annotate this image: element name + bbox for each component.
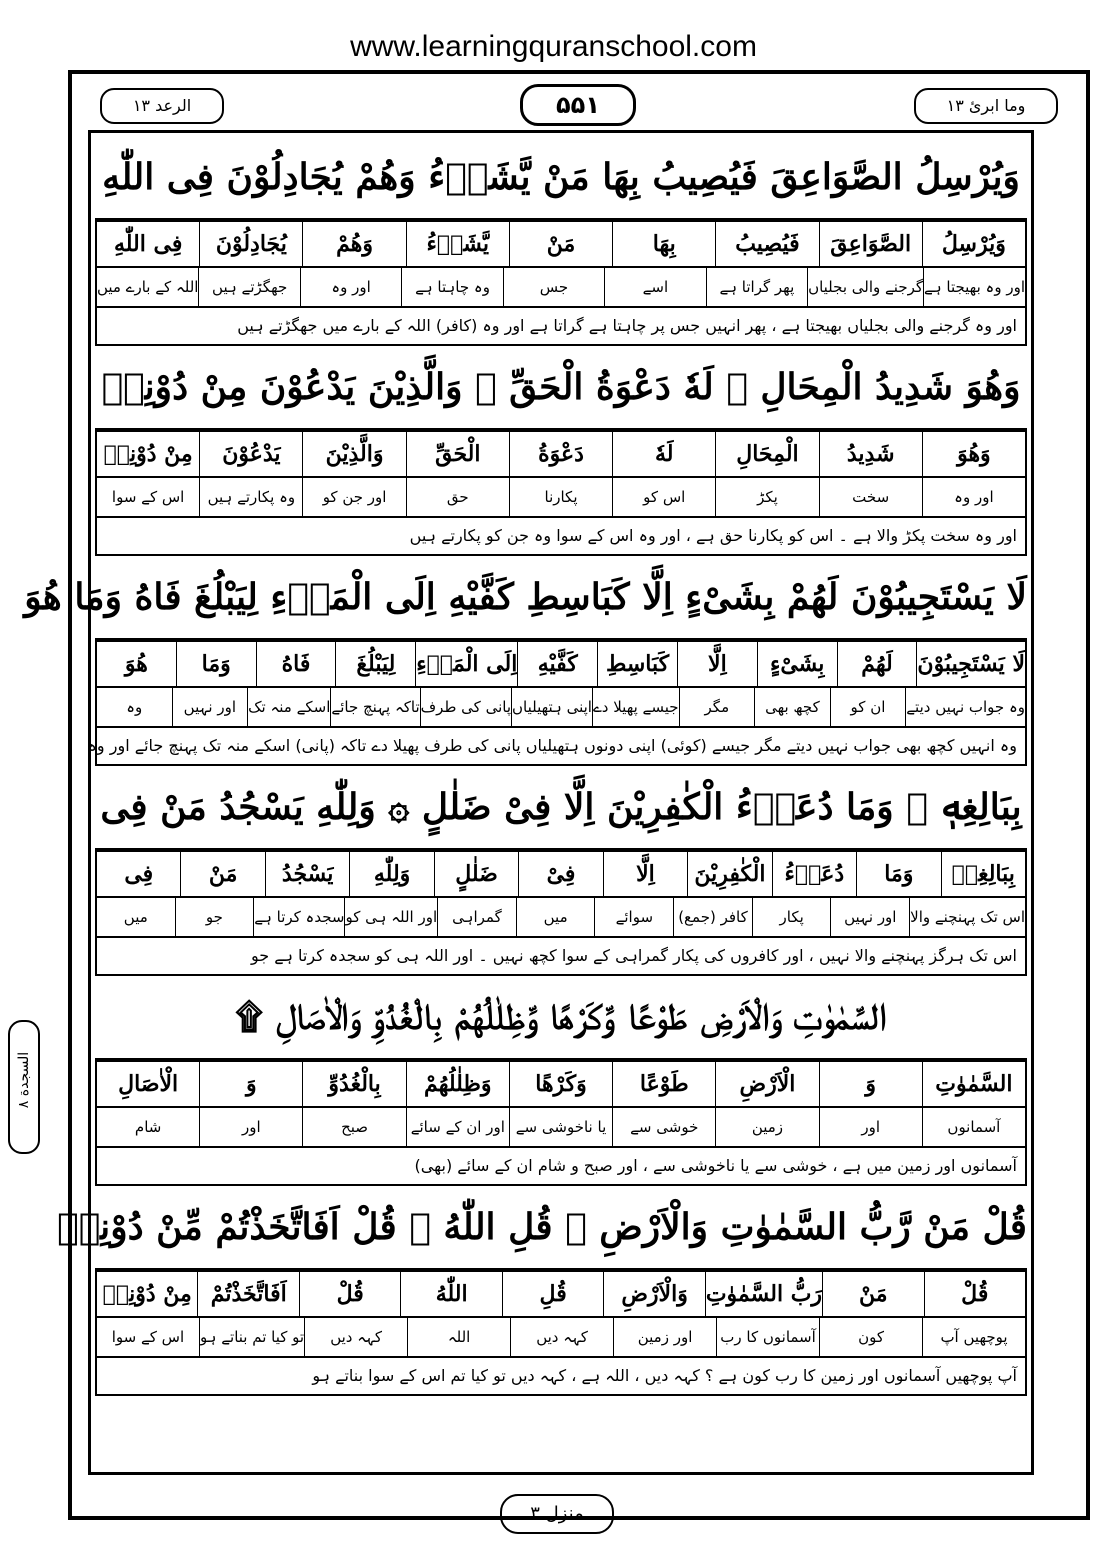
arabic-word-cell: وَ bbox=[199, 1062, 302, 1106]
arabic-word-cell: لِيَبْلُغَ bbox=[335, 642, 415, 686]
meaning-row bbox=[95, 896, 1027, 938]
urdu-meaning-cell: کافر (جمع) bbox=[673, 898, 752, 936]
arabic-word-cell: اِلَى الْمَاۤءِ bbox=[415, 642, 517, 686]
urdu-meaning-cell: جس bbox=[503, 268, 604, 306]
urdu-meaning-cell: تو کیا تم بناتے ہو bbox=[199, 1318, 304, 1356]
urdu-meaning-cell: گمراہی bbox=[437, 898, 516, 936]
word-meaning-grid bbox=[95, 1058, 1027, 1148]
arabic-word-cell: بِالْغُدُوِّ bbox=[302, 1062, 405, 1106]
arabic-word-cell: مَنْ bbox=[509, 222, 612, 266]
arabic-word-cell: بِبَالِغِهٖ bbox=[941, 852, 1025, 896]
urdu-meaning-cell: اس کے سوا bbox=[111, 488, 185, 506]
arabic-word-cell: الْاَرْضِ bbox=[715, 1062, 818, 1106]
word-meaning-grid bbox=[95, 428, 1027, 518]
arabic-word-cell: الْحَقِّ bbox=[406, 432, 509, 476]
urdu-meaning-cell: سخت bbox=[819, 478, 922, 516]
urdu-meaning-cell: اللہ bbox=[407, 1318, 510, 1356]
meaning-row bbox=[95, 476, 1027, 518]
translation-line: وہ انہیں کچھ بھی جواب نہیں دیتے مگر جیسے (کوئی) اپنی دونوں ہتھیلیاں پانی کی طرف پھیلا دے تاکہ (پانی) اسکے منہ تک پہنچ جائے اور وہ bbox=[95, 728, 1027, 766]
arabic-word-cell: ضَلٰلٍ bbox=[434, 852, 518, 896]
arabic-word-cell: الصَّوَاعِقَ bbox=[819, 222, 922, 266]
urdu-meaning-cell: جھگڑتے ہیں bbox=[198, 268, 299, 306]
urdu-meaning-cell: اور وہ bbox=[922, 478, 1025, 516]
word-row bbox=[95, 430, 1027, 476]
urdu-meaning-cell: کچھ بھی bbox=[754, 688, 830, 726]
urdu-meaning-cell: ان کو bbox=[830, 688, 906, 726]
arabic-word-cell: شَدِيدُ bbox=[819, 432, 922, 476]
urdu-meaning-cell: وہ پکارتے ہیں bbox=[199, 478, 302, 516]
urdu-meaning-cell: کون bbox=[819, 1318, 922, 1356]
word-row bbox=[95, 640, 1027, 686]
sajdah-side-label: السجدة ٨ bbox=[8, 1020, 40, 1154]
arabic-word-cell: وَالْاَرْضِ bbox=[603, 1272, 704, 1316]
arabic-word-cell: وَمَا bbox=[856, 852, 940, 896]
arabic-word-cell: الْمِحَالِ bbox=[715, 432, 818, 476]
arabic-word-cell: وَهُوَ bbox=[922, 432, 1025, 476]
arabic-word-cell: وَلِلّٰهِ bbox=[349, 852, 433, 896]
translation-line: اور وہ سخت پکڑ والا ہے ۔ اس کو پکارنا حق ہے ، اور وہ اس کے سوا وہ جن کو پکارتے ہیں bbox=[95, 518, 1027, 556]
word-row bbox=[95, 220, 1027, 266]
urdu-meaning-cell: آسمانوں bbox=[922, 1108, 1025, 1146]
arabic-word-cell: كَفَّيْهِ bbox=[517, 642, 597, 686]
arabic-word-cell: اللّٰهُ bbox=[400, 1272, 501, 1316]
urdu-meaning-cell: اس کو bbox=[612, 478, 715, 516]
arabic-word-cell: يَدْعُوْنَ bbox=[199, 432, 302, 476]
page-header bbox=[80, 80, 1078, 124]
arabic-word-cell: دَعْوَةُ bbox=[509, 432, 612, 476]
arabic-word-cell: وَيُرْسِلُ bbox=[922, 222, 1025, 266]
urdu-meaning-cell: میں bbox=[123, 908, 148, 926]
urdu-meaning-cell: پوچھیں آپ bbox=[922, 1318, 1025, 1356]
arabic-word-cell: لَا يَسْتَجِيبُوْنَ bbox=[916, 642, 1025, 686]
arabic-word-cell: طَوْعًا bbox=[612, 1062, 715, 1106]
juz-label: وما ابرئ ١٣ bbox=[914, 88, 1058, 124]
arabic-word-cell: يَّشَاۤءُ bbox=[406, 222, 509, 266]
urdu-meaning-cell: اور وہ بھیجتا ہے bbox=[923, 268, 1025, 306]
arabic-word-cell: مِنْ دُوْنِهٖ bbox=[103, 441, 193, 467]
arabic-word-cell: مَنْ bbox=[822, 1272, 923, 1316]
urdu-meaning-cell: تاکہ پہنچ جائے bbox=[330, 688, 419, 726]
verse-line: لَا يَسْتَجِيبُوْنَ لَهُمْ بِشَىْءٍ اِلَّا كَبَاسِطِ كَفَّيْهِ اِلَى الْمَاۤءِ لِيَبْلُغَ فَاهُ وَمَا هُوَ bbox=[24, 576, 1027, 618]
word-meaning-grid bbox=[95, 1268, 1027, 1358]
arabic-word-cell: فِى bbox=[124, 861, 154, 887]
verse-line: وَيُرْسِلُ الصَّوَاعِقَ فَيُصِيبُ بِهَا مَنْ يَّشَاۤءُ وَهُمْ يُجَادِلُوْنَ فِى اللّٰهِ bbox=[102, 156, 1020, 198]
arabic-word-cell: وَظِلٰلُهُمْ bbox=[406, 1062, 509, 1106]
arabic-word-cell: مِنْ دُوْنِهٖ bbox=[102, 1281, 192, 1307]
urdu-meaning-cell: خوشی سے bbox=[612, 1108, 715, 1146]
verse-line: السَّمٰوٰتِ وَالْاَرْضِ طَوْعًا وَّكَرْهًا وَّظِلٰلُهُمْ بِالْغُدُوِّ وَالْاٰصَالِ ۩ bbox=[235, 996, 887, 1038]
urdu-meaning-cell: صبح bbox=[302, 1108, 405, 1146]
urdu-meaning-cell: اور ان کے سائے bbox=[406, 1108, 509, 1146]
urdu-meaning-cell: سجدہ کرتا ہے bbox=[253, 898, 344, 936]
urdu-meaning-cell: یا ناخوشی سے bbox=[509, 1108, 612, 1146]
arabic-word-cell: قُلْ bbox=[299, 1272, 400, 1316]
site-url[interactable]: www.learningquranschool.com bbox=[350, 30, 757, 63]
arabic-word-cell: بِشَىْءٍ bbox=[757, 642, 837, 686]
arabic-word-cell: قُلْ bbox=[924, 1272, 1025, 1316]
translation-line: اس تک ہرگز پہنچنے والا نہیں ، اور کافروں کی پکار گمراہی کے سوا کچھ نہیں ۔ اور اللہ ہی کو سجدہ کرتا ہے جو bbox=[95, 938, 1027, 976]
urdu-meaning-cell: گرجنے والی بجلیاں bbox=[807, 268, 923, 306]
arabic-word-cell: يَسْجُدُ bbox=[265, 852, 349, 896]
urdu-meaning-cell: پکارنا bbox=[509, 478, 612, 516]
arabic-word-cell: لَهٗ bbox=[612, 432, 715, 476]
translation-line: اور وہ گرجنے والی بجلیاں بھیجتا ہے ، پھر انہیں جس پر چاہتا ہے گراتا ہے اور وہ (کافر) اللہ کے بارے میں جھگڑتے ہیں bbox=[95, 308, 1027, 346]
urdu-meaning-cell: وہ bbox=[126, 698, 143, 716]
word-row bbox=[95, 1060, 1027, 1106]
meaning-row bbox=[95, 266, 1027, 308]
verse-line: بِبَالِغِهٖ ۚ وَمَا دُعَاۤءُ الْكٰفِرِيْنَ اِلَّا فِىْ ضَلٰلٍ ۞ وَلِلّٰهِ يَسْجُدُ مَنْ فِى bbox=[100, 786, 1022, 828]
arabic-word-cell: بِهَا bbox=[612, 222, 715, 266]
urdu-meaning-cell: آسمانوں کا رب bbox=[716, 1318, 819, 1356]
urdu-meaning-cell: شام bbox=[134, 1118, 162, 1136]
arabic-word-cell: رَبُّ السَّمٰوٰتِ bbox=[705, 1272, 822, 1316]
page-number: ۵۵۱ bbox=[520, 84, 636, 126]
meaning-row bbox=[95, 686, 1027, 728]
translation-line: آسمانوں اور زمین میں ہے ، خوشی سے یا ناخوشی سے ، اور صبح و شام ان کے سائے (بھی) bbox=[95, 1148, 1027, 1186]
arabic-word-cell: اَفَاتَّخَذْتُمْ bbox=[197, 1272, 298, 1316]
arabic-word-cell: اِلَّا bbox=[677, 642, 757, 686]
urdu-meaning-cell: سوائے bbox=[594, 898, 673, 936]
arabic-word-cell: هُوَ bbox=[124, 651, 148, 677]
urdu-meaning-cell: کہہ دیں bbox=[304, 1318, 407, 1356]
urdu-meaning-cell: اسکے منہ تک bbox=[247, 688, 330, 726]
arabic-word-cell: قُلِ bbox=[502, 1272, 603, 1316]
arabic-word-cell: وَمَا bbox=[176, 642, 256, 686]
urdu-meaning-cell: اور bbox=[819, 1108, 922, 1146]
arabic-word-cell: فَيُصِيبُ bbox=[715, 222, 818, 266]
urdu-meaning-cell: مگر bbox=[679, 688, 755, 726]
arabic-word-cell: اِلَّا bbox=[603, 852, 687, 896]
urdu-meaning-cell: اور زمین bbox=[613, 1318, 716, 1356]
arabic-word-cell: وَ bbox=[819, 1062, 922, 1106]
word-meaning-grid bbox=[95, 848, 1027, 938]
arabic-word-cell: وَهُمْ bbox=[302, 222, 405, 266]
arabic-word-cell: وَكَرْهًا bbox=[509, 1062, 612, 1106]
arabic-word-cell: مَنْ bbox=[180, 852, 264, 896]
urdu-meaning-cell: اس تک پہنچنے والا bbox=[909, 898, 1025, 936]
urdu-meaning-cell: اور اللہ ہی کو bbox=[344, 898, 437, 936]
manzil-label: منزل ٣ bbox=[500, 1494, 614, 1534]
word-meaning-grid bbox=[95, 638, 1027, 728]
arabic-word-cell: الْكٰفِرِيْنَ bbox=[687, 852, 771, 896]
urdu-meaning-cell: اور جن کو bbox=[302, 478, 405, 516]
urdu-meaning-cell: اپنی ہتھیلیاں bbox=[511, 688, 592, 726]
urdu-meaning-cell: کہہ دیں bbox=[510, 1318, 613, 1356]
urdu-meaning-cell: اس کے سوا bbox=[111, 1328, 185, 1346]
urdu-meaning-cell: اور bbox=[199, 1108, 302, 1146]
urdu-meaning-cell: اسے bbox=[604, 268, 705, 306]
meaning-row bbox=[95, 1106, 1027, 1148]
arabic-word-cell: لَهُمْ bbox=[837, 642, 917, 686]
urdu-meaning-cell: زمین bbox=[715, 1108, 818, 1146]
surah-label: الرعد ١٣ bbox=[100, 88, 224, 124]
urdu-meaning-cell: وہ جواب نہیں دیتے bbox=[905, 688, 1025, 726]
word-meaning-grid bbox=[95, 218, 1027, 308]
arabic-word-cell: فِى اللّٰهِ bbox=[113, 231, 183, 257]
meaning-row bbox=[95, 1316, 1027, 1358]
arabic-word-cell: الْاٰصَالِ bbox=[118, 1071, 179, 1097]
arabic-word-cell: وَالَّذِيْنَ bbox=[302, 432, 405, 476]
urdu-meaning-cell: جو bbox=[175, 898, 254, 936]
arabic-word-cell: السَّمٰوٰتِ bbox=[922, 1062, 1025, 1106]
verse-line: وَهُوَ شَدِيدُ الْمِحَالِ ۞ لَهٗ دَعْوَةُ الْحَقِّ ۖ وَالَّذِيْنَ يَدْعُوْنَ مِنْ دُوْنِهٖ bbox=[101, 366, 1021, 408]
word-row bbox=[95, 1270, 1027, 1316]
urdu-meaning-cell: اللہ کے بارے میں bbox=[96, 278, 199, 296]
urdu-meaning-cell: وہ چاہتا ہے bbox=[401, 268, 502, 306]
arabic-word-cell: فَاهُ bbox=[256, 642, 336, 686]
urdu-meaning-cell: اور نہیں bbox=[830, 898, 909, 936]
urdu-meaning-cell: جیسے پھیلا دے bbox=[592, 688, 679, 726]
arabic-word-cell: فِىْ bbox=[518, 852, 602, 896]
urdu-meaning-cell: پھر گراتا ہے bbox=[706, 268, 807, 306]
arabic-word-cell: كَبَاسِطِ bbox=[597, 642, 677, 686]
urdu-meaning-cell: پکڑ bbox=[715, 478, 818, 516]
urdu-meaning-cell: اور نہیں bbox=[172, 688, 248, 726]
verse-line: قُلْ مَنْ رَّبُّ السَّمٰوٰتِ وَالْاَرْضِ ۖ قُلِ اللّٰهُ ۖ قُلْ اَفَاتَّخَذْتُمْ مِّنْ دُوْنِهٖ bbox=[56, 1206, 1027, 1248]
urdu-meaning-cell: پانی کی طرف bbox=[420, 688, 511, 726]
arabic-word-cell: دُعَاۤءُ bbox=[772, 852, 856, 896]
urdu-meaning-cell: حق bbox=[406, 478, 509, 516]
arabic-word-cell: يُجَادِلُوْنَ bbox=[199, 222, 302, 266]
urdu-meaning-cell: اور وہ bbox=[300, 268, 401, 306]
translation-line: آپ پوچھیں آسمانوں اور زمین کا رب کون ہے ؟ کہہ دیں ، اللہ ہے ، کہہ دیں تو کیا تم اس کے سوا بناتے ہو bbox=[95, 1358, 1027, 1396]
urdu-meaning-cell: میں bbox=[516, 898, 595, 936]
urdu-meaning-cell: پکار bbox=[752, 898, 831, 936]
word-row bbox=[95, 850, 1027, 896]
